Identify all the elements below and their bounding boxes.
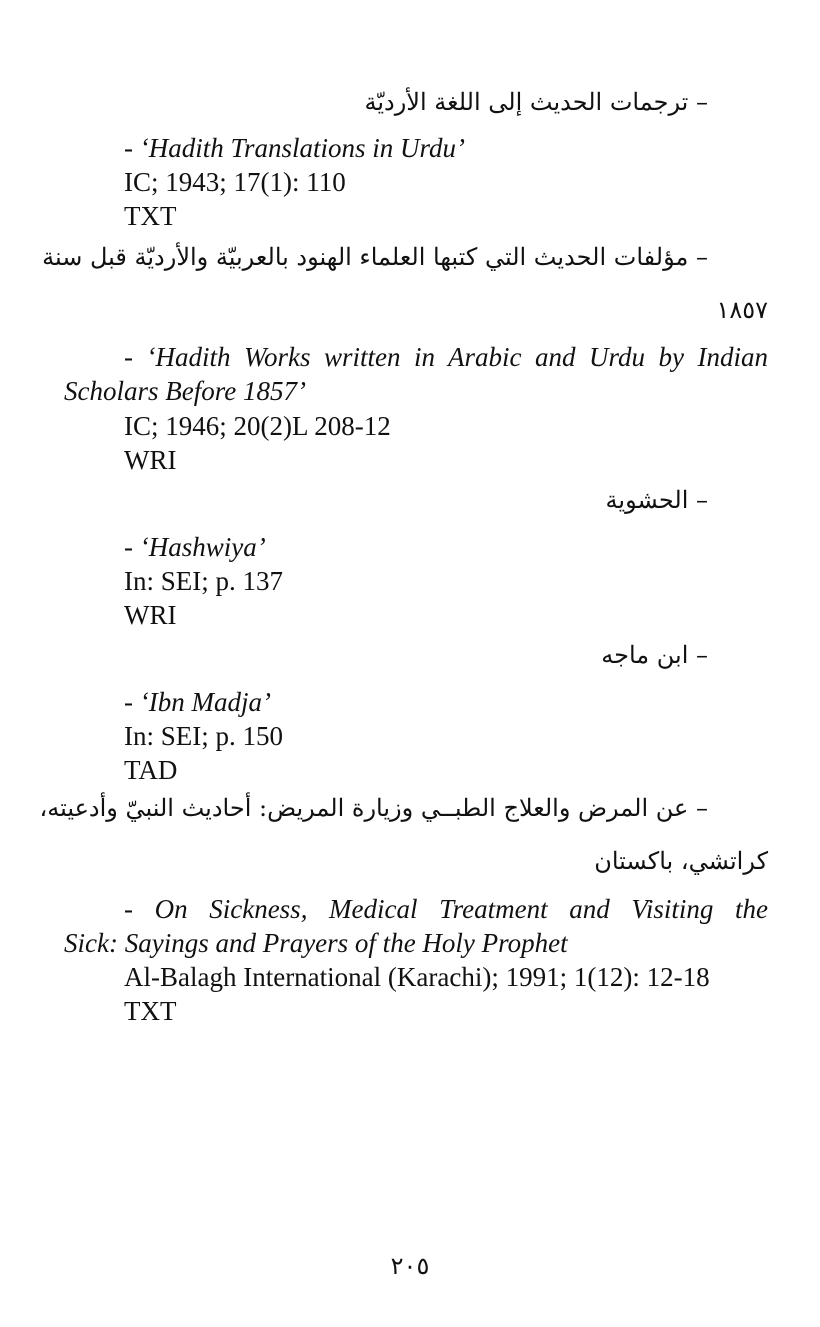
entry-2-code: WRI [124, 445, 177, 475]
entry-2-english-title-line1: - ‘Hadith Works written in Arabic and Urdu by Indian [124, 342, 768, 372]
page-number: ٢٠٥ [390, 1252, 430, 1280]
entry-5-arabic-title: – عن المرض والعلاج الطبــي وزيارة المريض: أحاديث النبيّ وأدعيته، [39, 794, 708, 822]
entry-3-code: WRI [124, 600, 177, 630]
entry-4-arabic-title: – ابن ماجه [601, 641, 708, 669]
entry-2-english-title-line2: Scholars Before 1857’ [64, 376, 306, 406]
entry-2-citation: IC; 1946; 20(2)L 208-12 [124, 411, 391, 441]
entry-5-arabic-place: كراتشي، باكستان [594, 847, 768, 875]
entry-5-english-title-line1: - On Sickness, Medical Treatment and Visiting the [124, 894, 768, 924]
entry-5-citation: Al-Balagh International (Karachi); 1991; 1(12): 12-18 [124, 962, 710, 992]
entry-3-arabic-title: – الحشوية [605, 486, 708, 514]
entry-4-citation: In: SEI; p. 150 [124, 721, 283, 751]
entry-1-citation: IC; 1943; 17(1): 110 [124, 167, 346, 197]
entry-1-arabic-title: – ترجمات الحديث إلى اللغة الأرديّة [364, 88, 708, 116]
entry-1-english-title: - ‘Hadith Translations in Urdu’ [124, 133, 466, 163]
entry-5-code: TXT [124, 996, 177, 1026]
entry-4-english-title: - ‘Ibn Madja’ [124, 687, 271, 717]
entry-3-citation: In: SEI; p. 137 [124, 566, 283, 596]
entry-5-english-title-line2: Sick: Sayings and Prayers of the Holy Prophet [64, 928, 568, 958]
entry-2-arabic-title: – مؤلفات الحديث التي كتبها العلماء الهنود بالعربيّة والأرديّة قبل سنة [42, 243, 708, 271]
entry-2-arabic-year: ١٨٥٧ [716, 296, 768, 324]
entry-4-code: TAD [124, 755, 178, 785]
entry-1-code: TXT [124, 201, 177, 231]
entry-3-english-title: - ‘Hashwiya’ [124, 532, 266, 562]
